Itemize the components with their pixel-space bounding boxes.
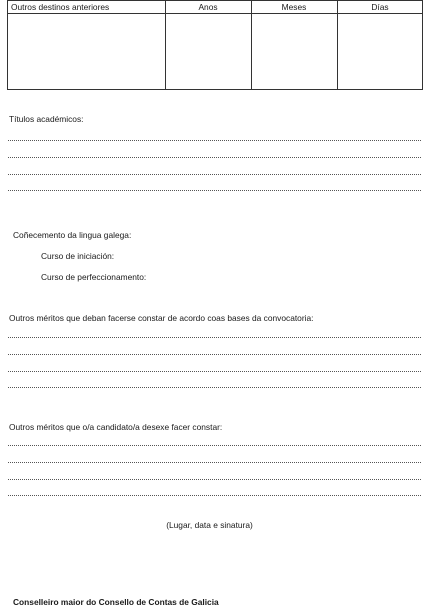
curso-perfeccionamento-label: Curso de perfeccionamento: — [41, 272, 147, 282]
writing-line[interactable] — [8, 190, 421, 191]
titulos-academicos-label: Títulos académicos: — [9, 114, 84, 124]
header-meses: Meses — [281, 2, 307, 12]
writing-line[interactable] — [8, 371, 421, 372]
curso-iniciacion-label: Curso de iniciación: — [41, 251, 115, 261]
writing-line[interactable] — [8, 445, 421, 446]
outros-meritos-candidato-label: Outros méritos que o/a candidato/a desexe facer constar: — [9, 422, 223, 432]
writing-line[interactable] — [8, 140, 421, 141]
addressee-label: Conselleiro maior do Consello de Contas de Galicia — [13, 597, 219, 607]
writing-line[interactable] — [8, 354, 421, 355]
column-divider — [251, 1, 252, 89]
header-dias: Días — [371, 2, 389, 12]
place-date-signature-label: (Lugar, data e sinatura) — [166, 520, 253, 530]
writing-line[interactable] — [8, 479, 421, 480]
previous-destinations-table — [7, 0, 423, 90]
column-divider — [165, 1, 166, 89]
writing-line[interactable] — [8, 157, 421, 158]
header-outros-destinos: Outros destinos anteriores — [11, 2, 110, 12]
writing-line[interactable] — [8, 337, 421, 338]
column-divider — [337, 1, 338, 89]
writing-line[interactable] — [8, 387, 421, 388]
lingua-galega-label: Coñecemento da lingua galega: — [13, 230, 132, 240]
outros-meritos-label: Outros méritos que deban facerse constar de acordo coas bases da convocatoria: — [9, 313, 314, 323]
writing-line[interactable] — [8, 462, 421, 463]
header-anos: Anos — [198, 2, 218, 12]
writing-line[interactable] — [8, 495, 421, 496]
writing-line[interactable] — [8, 174, 421, 175]
